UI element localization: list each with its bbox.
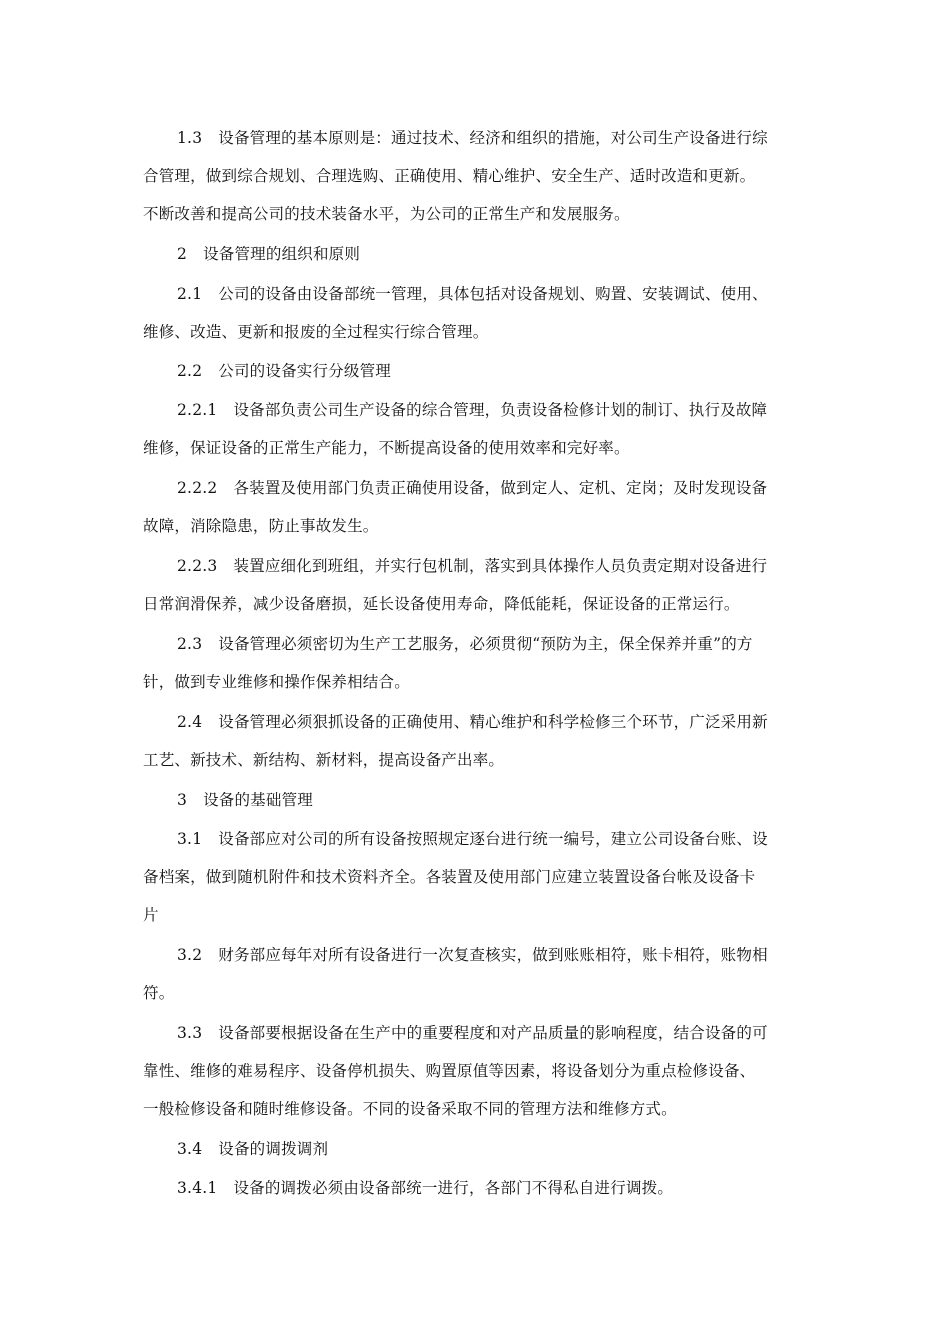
paragraph-text: 设备部负责公司生产设备的综合管理，负责设备检修计划的制订、执行及故障 xyxy=(233,401,768,419)
heading-text: 公司的设备实行分级管理 xyxy=(218,362,391,380)
paragraph-2-2-2-line-1 xyxy=(177,478,767,498)
paragraph-3-1-line-1 xyxy=(177,829,768,849)
paragraph-3-3-line-2: 靠性、维修的难易程序、设备停机损失、购置原值等因素，将设备划分为重点检修设备、 xyxy=(143,1062,756,1080)
heading-2 xyxy=(177,244,360,264)
paragraph-3-3-line-1 xyxy=(177,1023,768,1043)
heading-3 xyxy=(177,790,313,810)
paragraph-2-4-line-1 xyxy=(177,712,768,732)
paragraph-1-3-line-2: 合管理，做到综合规划、合理选购、正确使用、精心维护、安全生产、适时改造和更新。 xyxy=(143,167,756,185)
paragraph-3-4-1-line-1 xyxy=(177,1178,673,1198)
paragraph-1-3-line-3: 不断改善和提高公司的技术装备水平，为公司的正常生产和发展服务。 xyxy=(143,205,630,223)
section-number: 2.2.3 xyxy=(177,557,218,575)
paragraph-3-2-line-2: 符。 xyxy=(143,984,175,1002)
paragraph-text: 各装置及使用部门负责正确使用设备，做到定人、定机、定岗；及时发现设备 xyxy=(233,479,768,497)
paragraph-text: 设备管理的基本原则是：通过技术、经济和组织的措施，对公司生产设备进行综 xyxy=(218,129,768,147)
section-number: 2.4 xyxy=(177,713,203,731)
section-number: 2.3 xyxy=(177,635,203,653)
section-number: 2 xyxy=(177,245,188,263)
paragraph-2-2-1-line-2: 维修，保证设备的正常生产能力，不断提高设备的使用效率和完好率。 xyxy=(143,439,630,457)
heading-text: 设备的基础管理 xyxy=(203,791,313,809)
heading-2-2 xyxy=(177,361,391,381)
paragraph-text: 公司的设备由设备部统一管理，具体包括对设备规划、购置、安装调试、使用、 xyxy=(218,285,768,303)
paragraph-2-2-3-line-1 xyxy=(177,556,767,576)
paragraph-text: 设备部要根据设备在生产中的重要程度和对产品质量的影响程度，结合设备的可 xyxy=(218,1024,768,1042)
heading-3-4 xyxy=(177,1139,328,1159)
section-number: 3.4 xyxy=(177,1140,203,1158)
paragraph-3-3-line-3: 一般检修设备和随时维修设备。不同的设备采取不同的管理方法和维修方式。 xyxy=(143,1100,677,1118)
section-number: 1.3 xyxy=(177,129,203,147)
section-number: 2.2.1 xyxy=(177,401,218,419)
paragraph-text: 设备管理必须狠抓设备的正确使用、精心维护和科学检修三个环节，广泛采用新 xyxy=(218,713,768,731)
paragraph-2-2-3-line-2: 日常润滑保养，减少设备磨损，延长设备使用寿命，降低能耗，保证设备的正常运行。 xyxy=(143,595,740,613)
paragraph-text: 设备的调拨必须由设备部统一进行，各部门不得私自进行调拨。 xyxy=(233,1179,674,1197)
section-number: 3 xyxy=(177,791,188,809)
paragraph-text: 设备部应对公司的所有设备按照规定逐台进行统一编号，建立公司设备台账、设 xyxy=(218,830,768,848)
section-number: 3.1 xyxy=(177,830,203,848)
paragraph-2-1-line-2: 维修、改造、更新和报废的全过程实行综合管理。 xyxy=(143,323,489,341)
paragraph-text: 装置应细化到班组，并实行包机制，落实到具体操作人员负责定期对设备进行 xyxy=(233,557,768,575)
heading-text: 设备管理的组织和原则 xyxy=(203,245,361,263)
section-number: 2.2.2 xyxy=(177,479,218,497)
section-number: 3.4.1 xyxy=(177,1179,218,1197)
paragraph-2-2-2-line-2: 故障，消除隐患，防止事故发生。 xyxy=(143,517,379,535)
paragraph-2-1-line-1 xyxy=(177,284,768,304)
paragraph-2-4-line-2: 工艺、新技术、新结构、新材料，提高设备产出率。 xyxy=(143,751,505,769)
paragraph-text: 设备管理必须密切为生产工艺服务，必须贯彻“预防为主，保全保养并重”的方 xyxy=(218,635,753,653)
paragraph-3-1-line-2: 备档案，做到随机附件和技术资料齐全。各装置及使用部门应建立装置设备台帐及设备卡 xyxy=(143,868,756,886)
section-number: 3.2 xyxy=(177,946,203,964)
paragraph-3-2-line-1 xyxy=(177,945,768,965)
paragraph-2-3-line-2: 针，做到专业维修和操作保养相结合。 xyxy=(143,673,410,691)
heading-text: 设备的调拨调剂 xyxy=(218,1140,329,1158)
paragraph-1-3-line-1 xyxy=(177,128,768,148)
section-number: 2.2 xyxy=(177,362,203,380)
paragraph-3-1-line-3: 片 xyxy=(143,906,159,924)
section-number: 2.1 xyxy=(177,285,203,303)
paragraph-2-2-1-line-1 xyxy=(177,400,767,420)
paragraph-2-3-line-1 xyxy=(177,634,753,654)
section-number: 3.3 xyxy=(177,1024,203,1042)
paragraph-text: 财务部应每年对所有设备进行一次复查核实，做到账账相符，账卡相符，账物相 xyxy=(218,946,768,964)
